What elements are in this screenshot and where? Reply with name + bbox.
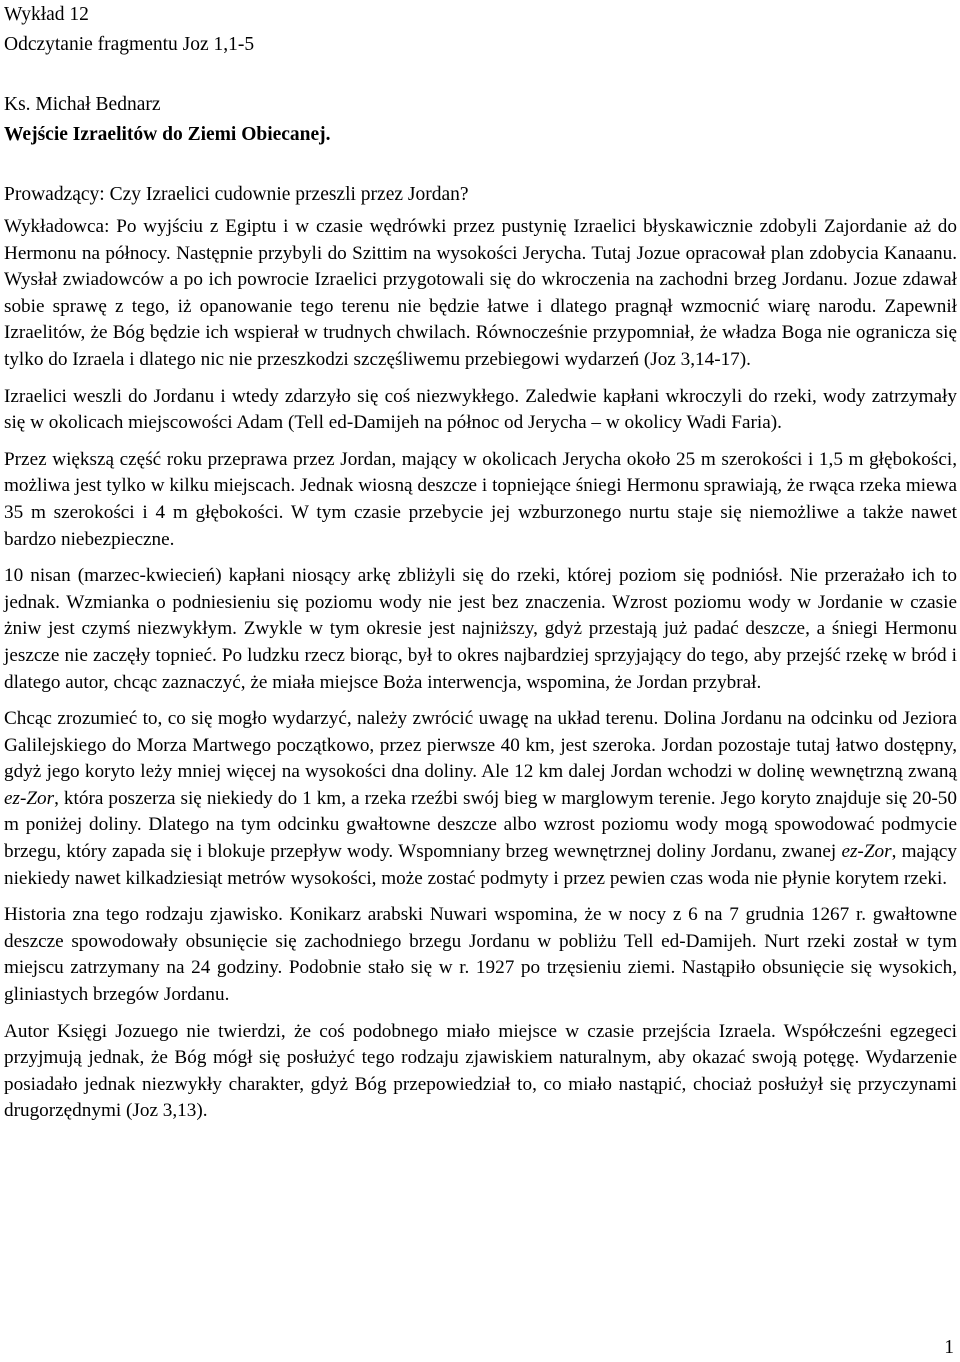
reading-reference: Odczytanie fragmentu Joz 1,1-5 [4, 34, 255, 55]
spacer [4, 150, 957, 180]
document-title: Wejście Izraelitów do Ziemi Obiecanej. [4, 124, 331, 145]
paragraph-5-part-a: Chcąc zrozumieć to, co się mogło wydarzyć, należy zwrócić uwagę na układ terenu. Dolina Jordanu na odcinku od Jeziora Galilejskiego do Morza Martwego początkowo, przez pierwsze 40 km, jest szeroka. Jordan pozostaje tutaj łatwo dostępny, gdyż jego koryto leży mniej więcej na wysokości dna doliny. Ale 12 km dalej Jordan wchodzi w dolinę wewnętrzną zwaną [4, 708, 957, 783]
term-ez-zor: ez-Zor [841, 841, 892, 863]
paragraph-6: Historia zna tego rodzaju zjawisko. Konikarz arabski Nuwari wspomina, że w nocy z 6 na 7 grudnia 1267 r. gwałtowne deszcze spowodowały obsunięcie się zachodniego brzegu Jordanu w pobliżu Tell ed-Damijeh. Nurt rzeki został w tym miejscu zatrzymany na 24 godziny. Podobnie stało się w r. 1927 po trzęsieniu ziemi. Nastąpiło obsunięcie się wysokich, gliniastych brzegów Jordanu. [4, 904, 957, 1006]
paragraph-4: 10 nisan (marzec-kwiecień) kapłani niosący arkę zbliżyli się do rzeki, której poziom się podniósł. Nie przerażało ich to jednak. Wzmianka o podniesieniu się poziomu wody nie jest bez znaczenia. Wzrost poziomu wody w Jordanie w czasie żniw jest czymś niezwykłym. Zwykle w tym okresie jest najniższy, gdyż przestają już padać deszcze, a śniegi Hermonu jeszcze nie zaczęły topnieć. Po ludzku rzecz biorąc, był to okres najbardziej sprzyjający do tego, aby przejść rzekę w bród i dlatego autor, chcąc zaznaczyć, że miała miejsce Boża interwencja, wspomina, że Jordan przybrał. [4, 565, 957, 693]
paragraph-2: Izraelici weszli do Jordanu i wtedy zdarzyło się coś niezwykłego. Zaledwie kapłani wkroczyli do rzeki, wody zatrzymały się w okolicach miejscowości Adam (Tell ed-Damijeh na północ od Jerycha – w okolicy Wadi Faria). [4, 385, 957, 434]
term-ez-zor: ez-Zor [4, 787, 55, 809]
paragraph-3: Przez większą część roku przeprawa przez Jordan, mający w okolicach Jerycha około 25 m szerokości i 1,5 m głębokości, możliwa jest tylko w kilku miejscach. Jednak wiosną deszcze i topniejące śniegi Hermonu sprawiają, że rwąca rzeka miewa 35 m szerokości i 4 m głębokości. W tym czasie przebycie jej wzburzonego nurtu staje się niemożliwe a także nawet bardzo niebezpieczne. [4, 448, 957, 550]
document-page [4, 0, 957, 1135]
paragraph-5 [4, 706, 957, 892]
page-number: 1 [944, 1337, 954, 1358]
paragraph-5-part-b: , która poszerza się niekiedy do 1 km, a rzeka rzeźbi swój bieg w marglowym terenie. Jego koryto znajduje się 20-50 m poniżej doliny. Dlatego na tym odcinku gwałtowne deszcze albo wzrost poziomu wody mogą spowodować podmycie brzegu, który zapada się i blokuje przepływ wody. Wspomniany brzeg wewnętrznej doliny Jordanu, zwanej [4, 787, 957, 863]
paragraph-5-part-c: , mający niekiedy nawet kilkadziesiąt metrów wysokości, może zostać podmyty i przez pewien czas woda nie płynie korytem rzeki. [4, 841, 958, 889]
lecture-label: Wykład 12 [4, 4, 89, 25]
spacer [4, 60, 957, 90]
moderator-question: Prowadzący: Czy Izraelici cudownie przeszli przez Jordan? [4, 184, 469, 205]
paragraph-1: Wykładowca: Po wyjściu z Egiptu i w czasie wędrówki przez pustynię Izraelici błyskawicznie zdobyli Zajordanie aż do Hermonu na północy. Następnie przybyli do Szittim na wysokości Jerycha. Tutaj Jozue opracował plan zdobycia Kanaanu. Wysłał zwiadowców a po ich powrocie Izraelici przygotowali się do wkroczenia na zachodni brzeg Jordanu. Jozue zdawał sobie sprawę z tego, iż opanowanie tego terenu nie będzie łatwe i dlatego pragnął wzmocnić wiarę narodu. Zapewnił Izraelitów, że Bóg będzie ich wspierał w trudnych chwilach. Równocześnie przypomniał, że władza Boga nie ogranicza się tylko do Izraela i dlatego nic nie przeszkodzi szczęśliwemu przebiegowi wydarzeń (Joz 3,14-17). [4, 216, 957, 370]
paragraph-7: Autor Księgi Jozuego nie twierdzi, że coś podobnego miało miejsce w czasie przejścia Izraela. Współcześni egzegeci przyjmują jednak, że Bóg mógł się posłużyć tego rodzaju zjawiskiem naturalnym, aby okazać swoją potęgę. Wydarzenie posiadało jednak niezwykły charakter, gdyż Bóg przepowiedział to, co miało nastąpić, chociaż posłużył się przyczynami drugorzędnymi (Joz 3,13). [4, 1020, 957, 1122]
author-name: Ks. Michał Bednarz [4, 94, 161, 115]
